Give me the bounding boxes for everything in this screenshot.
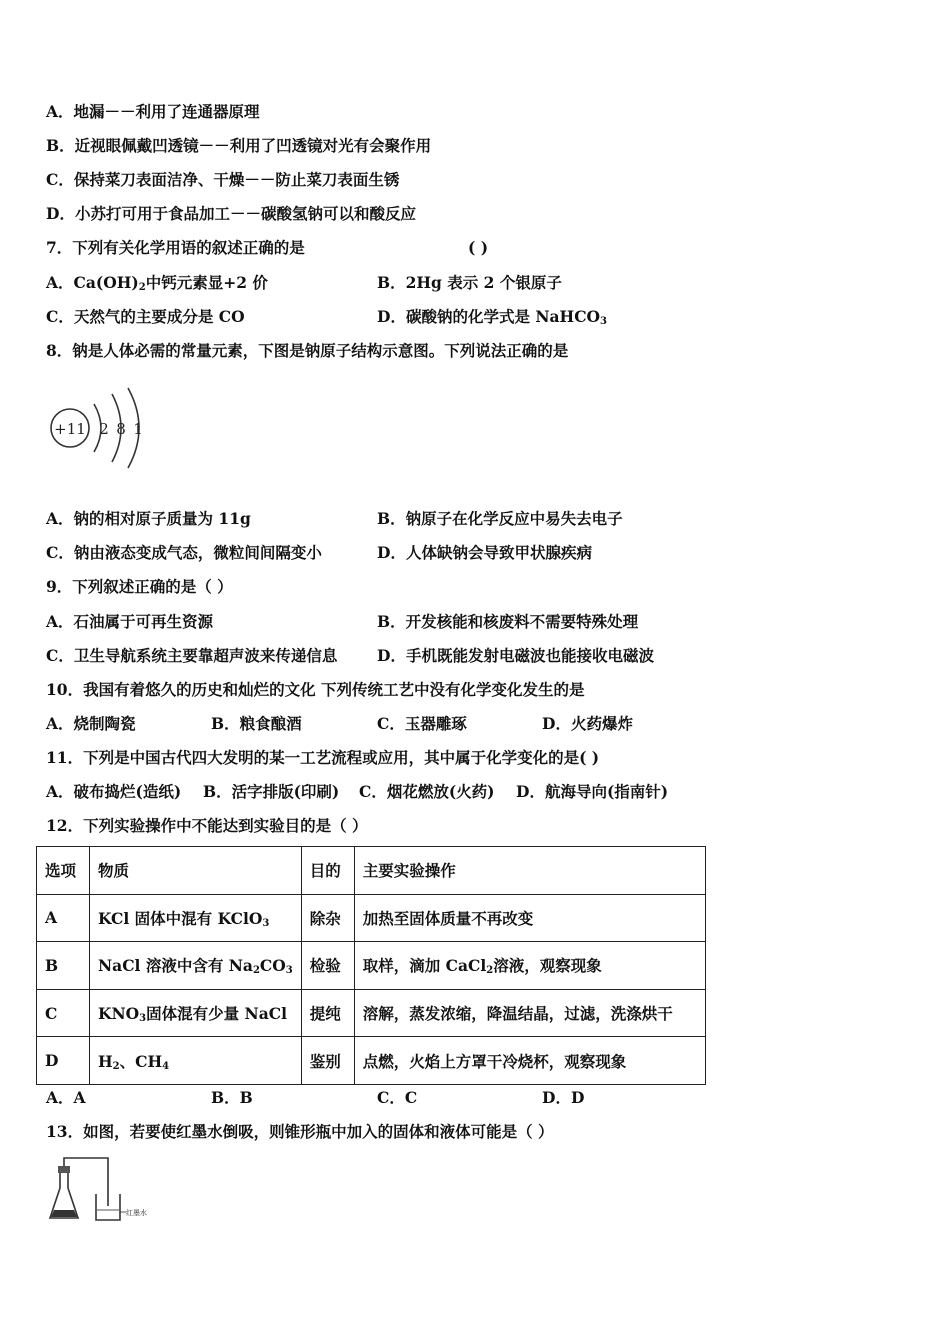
q13-stem: 13．如图，若要使红墨水倒吸，则锥形瓶中加入的固体和液体可能是（ ）	[46, 1122, 554, 1141]
q7-options-row1	[46, 273, 562, 293]
q6-option-a: A．地漏－－利用了连通器原理	[46, 102, 260, 121]
header-operation: 主要实验操作	[354, 847, 705, 895]
row-option: B	[37, 942, 90, 990]
row-option: D	[37, 1037, 90, 1085]
table-row	[37, 894, 706, 942]
row-substance: NaCl 溶液中含有 $Na_2CO_3$	[90, 942, 302, 990]
shell-1-count: 2	[99, 420, 109, 438]
q11-stem: 11．下列是中国古代四大发明的某一工艺流程或应用，其中属于化学变化的是( )	[46, 748, 600, 767]
q12-options	[46, 1088, 585, 1108]
q12-option-a: A．A	[46, 1088, 86, 1107]
header-purpose: 目的	[301, 847, 354, 895]
q9-stem: 9．下列叙述正确的是（ ）	[46, 577, 233, 596]
row-operation: 加热至固体质量不再改变	[354, 894, 705, 942]
q7-stem	[46, 238, 489, 258]
q10-option-d: D．火药爆炸	[542, 714, 633, 733]
q9-option-c: C．卫生导航系统主要靠超声波来传递信息	[46, 646, 338, 665]
q7-answer-bracket: ( )	[468, 238, 489, 257]
row-purpose: 检验	[301, 942, 354, 990]
row-option: A	[37, 894, 90, 942]
q6-option-b: B．近视眼佩戴凹透镜－－利用了凹透镜对光有会聚作用	[46, 136, 432, 155]
q9-option-d: D．手机既能发射电磁波也能接收电磁波	[377, 646, 654, 665]
q12-stem: 12．下列实验操作中不能达到实验目的是（ ）	[46, 816, 368, 835]
q12-option-d: D．D	[542, 1088, 585, 1107]
q9-options-row1	[46, 612, 639, 632]
flask-stopper	[58, 1166, 70, 1173]
row-substance: $H_2$、$CH_4$	[90, 1037, 302, 1085]
q7-options-row2	[46, 307, 608, 327]
row-purpose: 除杂	[301, 894, 354, 942]
row-purpose: 提纯	[301, 989, 354, 1037]
q11-option-b: B．活字排版(印刷)	[203, 782, 340, 801]
q6-option-c: C．保持菜刀表面洁净、干燥－－防止菜刀表面生锈	[46, 170, 400, 189]
row-substance: $KNO_3$固体混有少量 NaCl	[90, 989, 302, 1037]
q12-option-c: C．C	[377, 1088, 418, 1107]
row-operation: 溶解，蒸发浓缩，降温结晶，过滤，洗涤烘干	[354, 989, 705, 1037]
sodium-atom-structure-diagram	[46, 380, 156, 475]
shell-3-count: 1	[133, 420, 143, 438]
q7-option-b: B．2Hg 表示 2 个银原子	[377, 273, 562, 292]
q9-option-b: B．开发核能和核废料不需要特殊处理	[377, 612, 639, 631]
q7-option-a: A．$Ca(OH)_2$中钙元素显+2 价	[46, 273, 268, 293]
q9-options-row2	[46, 646, 654, 666]
header-substance: 物质	[90, 847, 302, 895]
q8-option-d: D．人体缺钠会导致甲状腺疾病	[377, 543, 592, 562]
q8-option-c: C．钠由液态变成气态，微粒间间隔变小	[46, 543, 322, 562]
experiment-table	[36, 846, 706, 1085]
q12-option-b: B．B	[211, 1088, 253, 1107]
q10-option-c: C．玉器雕琢	[377, 714, 467, 733]
q10-option-a: A．烧制陶瓷	[46, 714, 136, 733]
row-operation: 点燃，火焰上方罩干冷烧杯，观察现象	[354, 1037, 705, 1085]
row-substance: KCl 固体中混有 KClO$_3$	[90, 894, 302, 942]
q11-option-c: C．烟花燃放(火药)	[359, 782, 495, 801]
table-row	[37, 989, 706, 1037]
row-purpose: 鉴别	[301, 1037, 354, 1085]
q8-stem: 8．钠是人体必需的常量元素，下图是钠原子结构示意图。下列说法正确的是	[46, 341, 569, 360]
q11-options	[46, 782, 669, 802]
delivery-tube	[64, 1158, 108, 1206]
q11-option-d: D．航海导向(指南针)	[516, 782, 669, 801]
q10-stem: 10．我国有着悠久的历史和灿烂的文化 下列传统工艺中没有化学变化发生的是	[46, 680, 585, 699]
row-option: C	[37, 989, 90, 1037]
header-option: 选项	[37, 847, 90, 895]
shell-2-count: 8	[116, 420, 126, 438]
q10-option-b: B．粮食酿酒	[211, 714, 302, 733]
q11-option-a: A．破布捣烂(造纸)	[46, 782, 182, 801]
q8-options-row2	[46, 543, 592, 563]
q9-option-a: A．石油属于可再生资源	[46, 612, 214, 631]
flask-liquid	[51, 1210, 77, 1217]
table-row	[37, 1037, 706, 1085]
table-header-row	[37, 847, 706, 895]
nucleus-label: +11	[54, 420, 86, 438]
row-operation: 取样，滴加 CaCl$_2$溶液，观察现象	[354, 942, 705, 990]
q7-stem-text: 7．下列有关化学用语的叙述正确的是	[46, 238, 305, 257]
q6-option-d: D．小苏打可用于食品加工－－碳酸氢钠可以和酸反应	[46, 204, 416, 223]
q7-option-c: C．天然气的主要成分是 CO	[46, 307, 245, 326]
q7-option-d: D．碳酸钠的化学式是 NaHCO$_3$	[377, 307, 608, 327]
table-row	[37, 942, 706, 990]
q8-options-row1	[46, 509, 623, 529]
q8-option-b: B．钠原子在化学反应中易失去电子	[377, 509, 623, 528]
red-ink-label: 红墨水	[126, 1209, 147, 1217]
apparatus-diagram	[44, 1154, 154, 1226]
q8-option-a: A．钠的相对原子质量为 11g	[46, 509, 251, 528]
q10-options	[46, 714, 633, 734]
